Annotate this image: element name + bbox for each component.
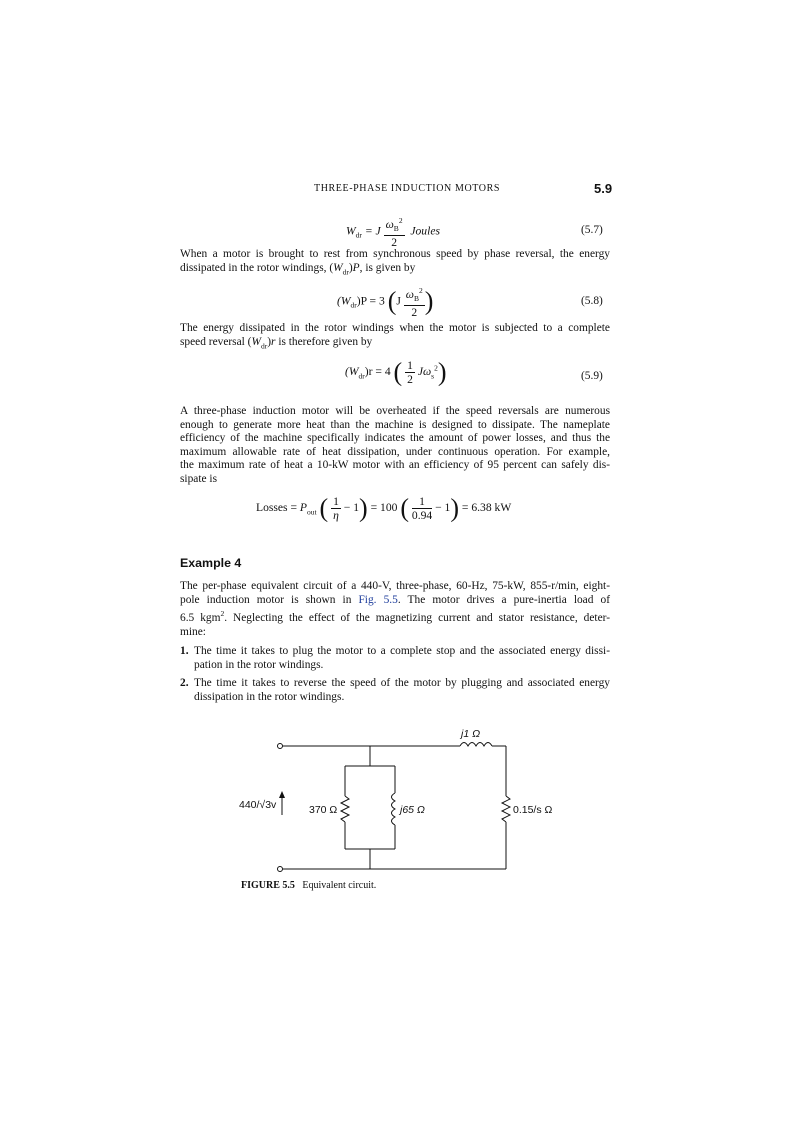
magnetizing-reactance-label: j65 Ω [400,804,425,816]
losses-equation: Losses = $P_{out}$ ( $\frac{1}{\eta}$ − 1) = 100 ( $\frac{1}{0.94}$ − 1) = 6.38 kW [256,493,512,523]
eq58-number: (5.8) [581,295,603,307]
eq57-den: 2 [391,236,397,250]
losses-result: = 6.38 kW [461,501,512,515]
losses-lhs: Losses = P [256,501,307,515]
eq57-unit: Joules [410,224,440,238]
magnetizing-inductor [392,793,396,825]
losses-f1-num: 1 [333,495,339,508]
rotor-reactance-label: j1 Ω [461,728,481,740]
eq59-den: 2 [407,373,413,386]
para3-line: enough to generate more heat than the machine is designed to dissipate. The nameplate [180,418,610,431]
para4-line3a: 6.5 kgm [180,611,221,624]
eq57-num-sub: B [393,224,399,234]
eq58-lhs-sub: dr [350,300,357,310]
eq58-inner: J [396,294,401,308]
eq59-num: 1 [407,359,413,372]
para4-line1: The per-phase equivalent circuit of a 440-V, three-phase, 60-Hz, 75-kW, 855-r/min, eight- [180,580,610,592]
eq59-number: (5.9) [581,370,603,382]
losses-f2-num: 1 [412,495,432,509]
eq59-after-sub: s [431,371,435,381]
para2-sub: dr [260,340,268,350]
para3-line: the maximum rate of heat a 10-kW motor with an efficiency of 95 percent can safely dis- [180,459,610,472]
figure-link[interactable]: Fig. 5.5 [358,593,398,606]
list-item-line: The time it takes to plug the motor to a complete stop and the associated energy dissi- [194,645,610,657]
eq59-after: Jω [417,365,432,379]
para3-line: sipate is [180,472,218,485]
eq57-lhs-sub: dr [355,230,362,240]
list-item-number: 2. [180,677,189,689]
eq58-lhs-end: )P = 3 [356,294,385,308]
source-voltage-label: 440/√3v [239,799,277,811]
para4-line3-sup: 2 [220,609,225,619]
para1-sub: dr [342,266,349,276]
eq58-lhs: (W [337,294,351,308]
figure-caption-label: FIGURE 5.5 [241,880,295,891]
para3-line: A three-phase induction motor will be overheated if the speed reversals are numerous [180,405,610,417]
eq57-eq: = J [364,224,381,238]
eq59-lhs-end: )r = 4 [364,365,391,379]
para3-line: efficiency of the machine specifically indicates the amount of power losses, and thus the [180,432,610,445]
eq59-lhs-sub: dr [358,371,365,381]
magnetizing-resistance-label: 370 Ω [309,804,338,816]
rotor-resistor [502,796,510,822]
running-header: THREE-PHASE INDUCTION MOTORS [314,183,501,194]
terminal-bottom [278,867,283,872]
voltage-arrow-head [279,791,285,798]
magnetizing-resistor [341,796,349,822]
para4-line2a: pole induction motor is shown in [180,593,359,606]
para4-line3b: . Neglecting the effect of the magnetizing current and stator resistance, deter- [224,611,610,624]
terminal-top [278,744,283,749]
losses-minus2: − 1 [435,501,451,515]
eq57-num: ω [385,217,394,231]
rotor-resistance-label: 0.15/s Ω [513,804,553,816]
para4-line4: mine: [180,625,206,638]
losses-f1-den: η [333,509,339,522]
figure-caption-text: Equivalent circuit. [302,880,377,891]
eq59-lhs: (W [345,365,359,379]
losses-f2-den: 0.94 [411,509,433,522]
losses-eq2: = 100 [370,501,398,515]
example-heading: Example 4 [180,556,242,570]
eq57-lhs: W [346,224,356,238]
list-item-line: The time it takes to reverse the speed of the motor by plugging and associated energy [194,677,610,689]
eq57-number: (5.7) [581,224,603,236]
rotor-reactance-inductor [460,743,492,747]
eq58-num: ω [405,287,414,301]
equation-5-8: $(W_{dr})P = 3$ (J $\frac{\omega_B^2}{2}$ ) [337,286,434,320]
page-number: 5.9 [594,181,613,196]
paragraph-2: The energy dissipated in the rotor windings when the motor is subjected to a complete speed reversal $(W_{dr})r$ is therefore given by [180,322,610,350]
losses-lhs-sub: out [307,507,317,517]
list-item-number: 1. [180,645,189,657]
list-item-line: pation in the rotor windings. [194,658,324,671]
eq58-den: 2 [411,306,418,320]
figure-caption [241,880,376,891]
eq59-after-sup: 2 [434,363,438,373]
eq58-num-sup: 2 [419,286,423,295]
list-item-line: dissipation in the rotor windings. [194,690,345,703]
paragraph-1: When a motor is brought to rest from synchronous speed by phase reversal, the energy dissipated in the rotor windings, $(W_{dr})P$, is given by [180,248,610,276]
para4-line2b: . The motor drives a pure-inertia load of [397,593,610,606]
eq57-num-sup: 2 [398,216,403,225]
equation-5-9: $(W_{dr})r = 4$ ( $\frac{1}{2}$ $J\omega_s^2$) [345,357,447,387]
para2-line1: The energy dissipated in the rotor windings when the motor is subjected to a complete [180,322,610,334]
para3-line: maximum allowable rate of heat dissipation, under continuous operation. For example, [180,445,610,458]
eq58-num-sub: B [413,294,419,304]
losses-minus1: − 1 [343,501,360,515]
